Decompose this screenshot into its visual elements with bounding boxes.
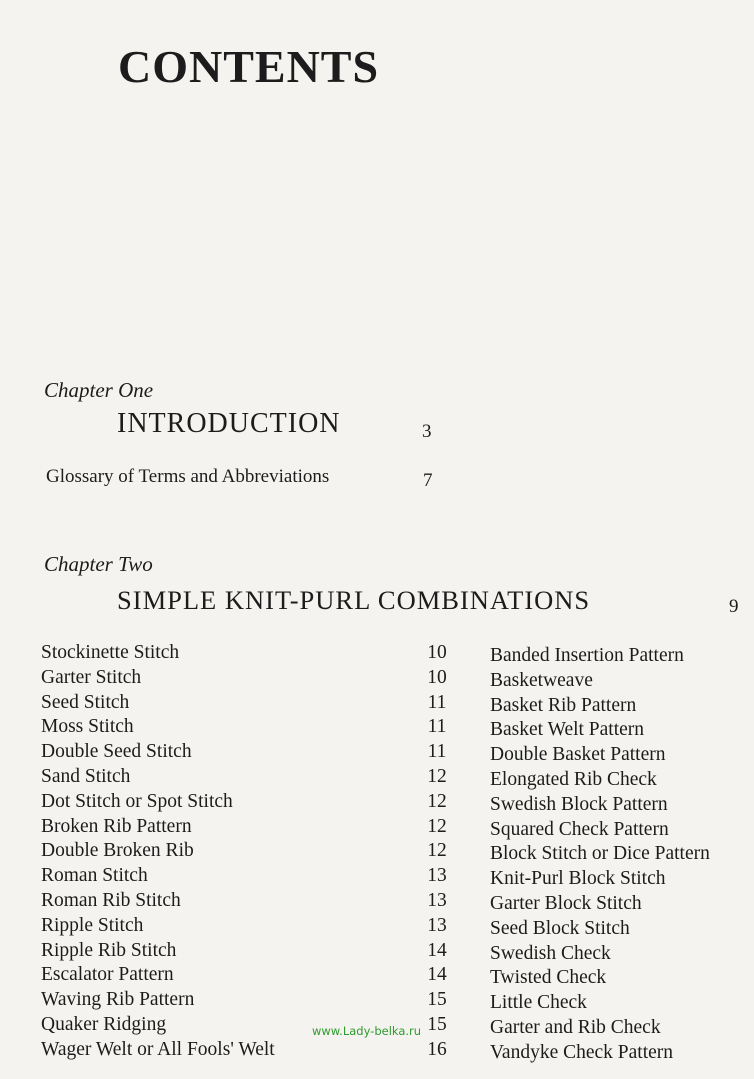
entry-page: 16 <box>427 1038 447 1060</box>
list-item <box>41 889 453 914</box>
chapter-one-label: Chapter One <box>44 378 154 402</box>
entry-name: Quaker Ridging <box>41 1013 167 1035</box>
entry-name: Double Broken Rib <box>41 840 194 862</box>
list-item <box>41 914 453 939</box>
right-entry-list <box>490 644 754 1066</box>
entry-name: Ripple Stitch <box>41 914 144 936</box>
entry-name: Double Seed Stitch <box>41 741 192 763</box>
list-item <box>41 815 453 840</box>
list-item <box>41 765 453 790</box>
list-item <box>41 839 453 864</box>
list-item: Double Basket Pattern <box>490 744 666 766</box>
list-item <box>41 1038 453 1063</box>
list-item: Knit-Purl Block Stitch <box>490 868 666 890</box>
chapter-one-title: INTRODUCTION <box>117 408 341 439</box>
entry-name: Garter Stitch <box>41 666 142 688</box>
entry-page: 15 <box>427 1013 447 1035</box>
list-item: Block Stitch or Dice Pattern <box>490 843 710 865</box>
watermark: www.Lady-belka.ru <box>312 1024 422 1038</box>
list-item <box>41 790 453 815</box>
entry-name: Wager Welt or All Fools' Welt <box>41 1038 275 1060</box>
entry-page: 14 <box>427 939 447 961</box>
list-item <box>41 963 453 988</box>
entry-name: Seed Stitch <box>41 691 130 713</box>
entry-page: 13 <box>427 914 447 936</box>
list-item <box>41 939 453 964</box>
entry-name: Moss Stitch <box>41 716 134 738</box>
entry-name: Escalator Pattern <box>41 964 174 986</box>
list-item <box>41 740 453 765</box>
entry-page: 12 <box>427 765 447 787</box>
entry-page: 10 <box>427 642 447 663</box>
entry-name: Stockinette Stitch <box>41 642 180 663</box>
list-item <box>41 691 453 716</box>
entry-page: 15 <box>427 989 447 1011</box>
entry-page: 11 <box>427 741 447 763</box>
entry-page: 12 <box>427 840 447 862</box>
entry-page: 12 <box>427 815 447 837</box>
chapter-two-title: SIMPLE KNIT-PURL COMBINATIONS <box>117 585 591 615</box>
chapter-two-page: 9 <box>729 596 739 617</box>
list-item: Basket Welt Pattern <box>490 719 645 741</box>
entry-name: Roman Rib Stitch <box>41 889 181 911</box>
entry-page: 14 <box>427 964 447 986</box>
entry-name: Dot Stitch or Spot Stitch <box>41 790 233 812</box>
list-item: Vandyke Check Pattern <box>490 1041 674 1063</box>
list-item: Swedish Block Pattern <box>490 793 668 815</box>
list-item: Garter and Rib Check <box>490 1016 661 1038</box>
list-item <box>41 641 453 666</box>
list-item: Squared Check Pattern <box>490 818 669 840</box>
entry-page: 13 <box>427 889 447 911</box>
entry-name: Sand Stitch <box>41 765 131 787</box>
entry-page: 10 <box>427 666 447 688</box>
list-item <box>41 715 453 740</box>
entry-name: Roman Stitch <box>41 865 148 887</box>
list-item: Seed Block Stitch <box>490 917 630 939</box>
page-title: CONTENTS <box>118 41 380 92</box>
list-item: Elongated Rib Check <box>490 768 657 790</box>
chapter-two-label: Chapter Two <box>44 552 153 576</box>
chapter-one-page: 3 <box>422 421 432 442</box>
entry-name: Broken Rib Pattern <box>41 815 192 837</box>
entry-name: Ripple Rib Stitch <box>41 939 177 961</box>
list-item: Banded Insertion Pattern <box>490 645 684 666</box>
left-entry-list <box>41 641 453 1063</box>
list-item: Basketweave <box>490 669 593 691</box>
glossary-entry: Glossary of Terms and Abbreviations <box>46 466 330 487</box>
entry-page: 12 <box>427 790 447 812</box>
list-item: Garter Block Stitch <box>490 892 642 914</box>
entry-name: Waving Rib Pattern <box>41 989 195 1011</box>
list-item <box>41 988 453 1013</box>
list-item: Basket Rib Pattern <box>490 694 637 716</box>
list-item: Swedish Check <box>490 942 611 964</box>
list-item: Little Check <box>490 992 587 1014</box>
entry-page: 11 <box>427 716 447 738</box>
list-item: Twisted Check <box>490 967 607 989</box>
entry-page: 13 <box>427 865 447 887</box>
entry-page: 11 <box>427 691 447 713</box>
glossary-page: 7 <box>423 470 433 491</box>
list-item <box>41 666 453 691</box>
list-item <box>41 864 453 889</box>
